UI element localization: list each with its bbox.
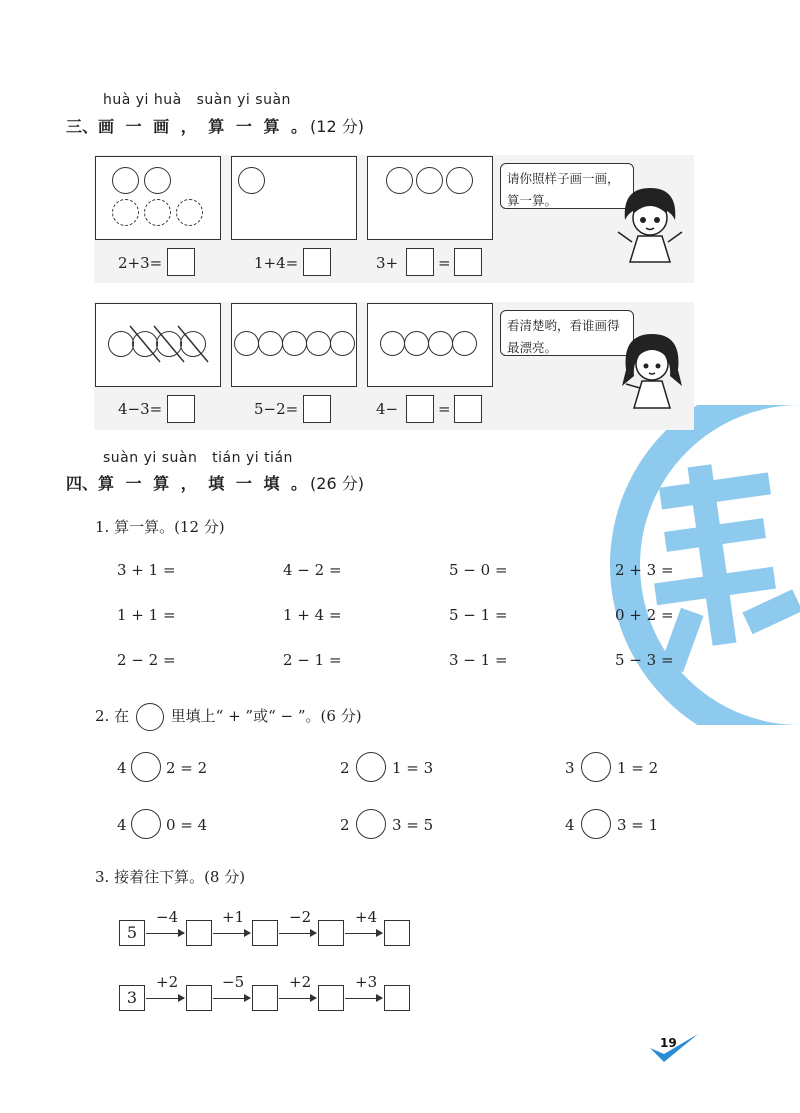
solid-circle [112,167,139,194]
q2-label [95,703,362,731]
calc-item: 3 − 1 = [449,651,508,669]
chain2-op: −5 [222,973,245,991]
operator-circle[interactable] [356,809,386,839]
chain-arrow [345,998,382,999]
girl-illustration-1 [610,180,690,270]
section3-title: 画 一 画 ， 算 一 算 。 [98,117,311,136]
solid-circle [258,331,283,356]
section4-heading [66,471,364,494]
q2-item-rest: 1 = 3 [392,759,434,777]
chain-arrow [279,933,316,934]
operator-circle[interactable] [581,809,611,839]
q2-item-operand-a: 4 [565,816,575,834]
cross-out-lines [100,322,215,366]
speech-bubble-1: 请你照样子画一画，算一算。 [500,163,634,209]
row1-eq3-label: 3+ [376,254,399,272]
operator-circle[interactable] [131,809,161,839]
chain1-op: −2 [289,908,312,926]
q1-label: 1. 算一算。(12 分) [95,518,225,536]
row2-eq2-label: 5−2= [254,400,299,418]
chain2-answer-box[interactable] [384,985,410,1011]
calc-item: 5 − 0 = [449,561,508,579]
dashed-circle [144,199,171,226]
chain2-answer-box[interactable] [318,985,344,1011]
chain2-start-box: 3 [119,985,145,1011]
chain2-op: +2 [289,973,312,991]
chain-arrow [213,998,250,999]
q2-item-operand-a: 2 [340,816,350,834]
calc-item: 5 − 3 = [615,651,674,669]
solid-circle [404,331,429,356]
row2-eq3-label: 4− [376,400,399,418]
chain1-op: +1 [222,908,245,926]
solid-circle [452,331,477,356]
section4-score: (26 分) [310,474,364,493]
solid-circle [144,167,171,194]
solid-circle [380,331,405,356]
section4-number: 四、 [66,474,99,493]
row1-eq3-answer-box[interactable] [454,248,482,276]
calc-item: 3 + 1 = [117,561,176,579]
page-number: 19 [660,1036,677,1050]
row2-eq1-answer-box[interactable] [167,395,195,423]
chain1-op: −4 [156,908,179,926]
q2-item-rest: 0 = 4 [166,816,208,834]
calc-item: 2 − 2 = [117,651,176,669]
chain-arrow [146,933,184,934]
solid-circle [234,331,259,356]
chain2-answer-box[interactable] [186,985,212,1011]
solid-circle [330,331,355,356]
solid-circle [238,167,265,194]
operator-circle[interactable] [131,752,161,782]
row2-eq1-label: 4−3= [118,400,163,418]
calc-item: 5 − 1 = [449,606,508,624]
q2-label-circle-icon [136,703,164,731]
calc-item: 4 − 2 = [283,561,342,579]
chain1-answer-box[interactable] [186,920,212,946]
section4-pinyin: suàn yi suàn tián yi tián [103,450,293,466]
row1-eq2-answer-box[interactable] [303,248,331,276]
dashed-circle [176,199,203,226]
row1-eq3-addend-box[interactable] [406,248,434,276]
calc-item: 1 + 1 = [117,606,176,624]
operator-circle[interactable] [581,752,611,782]
row1-eq3-equals: = [438,254,451,272]
chain-arrow [345,933,382,934]
girl-illustration-2 [612,326,692,416]
calc-item: 2 − 1 = [283,651,342,669]
chain-arrow [146,998,184,999]
solid-circle [428,331,453,356]
solid-circle [416,167,443,194]
q2-item-rest: 3 = 5 [392,816,434,834]
row2-eq3-equals: = [438,400,451,418]
chain2-answer-box[interactable] [252,985,278,1011]
speech-bubble-2: 看清楚哟，看谁画得最漂亮。 [500,310,634,356]
chain1-answer-box[interactable] [318,920,344,946]
q2-item-rest: 1 = 2 [617,759,659,777]
q2-item-operand-a: 2 [340,759,350,777]
q2-item-operand-a: 4 [117,759,127,777]
chain1-op: +4 [355,908,378,926]
calc-item: 2 + 3 = [615,561,674,579]
chain1-answer-box[interactable] [252,920,278,946]
chain2-op: +2 [156,973,179,991]
section4-title: 算 一 算 ， 填 一 填 。 [98,474,311,493]
calc-item: 1 + 4 = [283,606,342,624]
chain1-start-box: 5 [119,920,145,946]
chain-arrow [279,998,316,999]
chain-arrow [213,933,250,934]
section3-score: (12 分) [310,117,364,136]
section3-number: 三、 [66,117,99,136]
operator-circle[interactable] [356,752,386,782]
q2-item-rest: 2 = 2 [166,759,208,777]
row1-eq2-label: 1+4= [254,254,299,272]
solid-circle [446,167,473,194]
chain2-op: +3 [355,973,378,991]
q2-item-rest: 3 = 1 [617,816,659,834]
calc-item: 0 + 2 = [615,606,674,624]
q2-item-operand-a: 3 [565,759,575,777]
row2-eq3-subtrahend-box[interactable] [406,395,434,423]
row1-eq1-answer-box[interactable] [167,248,195,276]
q2-label-a: 2. 在 [95,707,130,725]
q2-item-operand-a: 4 [117,816,127,834]
solid-circle [306,331,331,356]
row1-eq1-label: 2+3= [118,254,163,272]
solid-circle [282,331,307,356]
dashed-circle [112,199,139,226]
solid-circle [386,167,413,194]
q3-label: 3. 接着往下算。(8 分) [95,868,246,886]
row2-eq2-answer-box[interactable] [303,395,331,423]
section3-heading [66,114,364,137]
row2-eq3-answer-box[interactable] [454,395,482,423]
chain1-answer-box[interactable] [384,920,410,946]
section3-pinyin: huà yi huà suàn yi suàn [103,92,291,108]
q2-label-b: 里填上“ + ”或“ − ”。(6 分) [170,707,362,725]
